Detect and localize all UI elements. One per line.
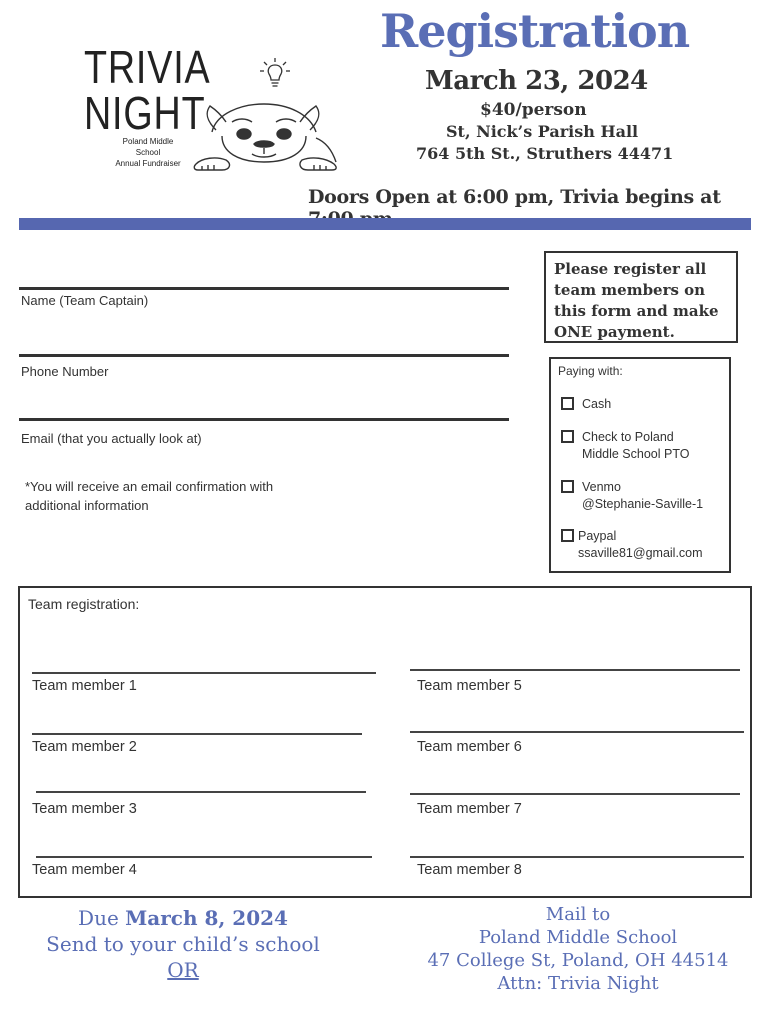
due-date: March 8, 2024 [125,906,288,930]
team-member-8-line[interactable] [410,856,744,858]
footer-due [30,905,336,983]
venmo-checkbox[interactable] [561,480,574,493]
phone-input-line[interactable] [19,354,509,357]
team-member-7-label: Team member 7 [417,801,522,817]
team-member-5-label: Team member 5 [417,678,522,694]
payment-option-detail: @Stephanie-Saville-1 [582,497,704,511]
event-date: March 23, 2024 [425,66,648,96]
logo-trivia: TRIVIA [84,41,211,93]
footer-mail [420,903,736,995]
team-member-4-label: Team member 4 [32,862,137,878]
team-member-4-line[interactable] [36,856,372,858]
payment-option-label: Cash [582,397,612,411]
phone-label: Phone Number [21,364,109,379]
mail-attn: Attn: Trivia Night [497,973,659,994]
cash-checkbox[interactable] [561,397,574,410]
captain-label: Name (Team Captain) [21,293,149,308]
doors-open-text: Doors Open at 6:00 pm, Trivia begins at [308,186,721,208]
team-member-5-line[interactable] [410,669,740,671]
header-divider-bar [19,218,751,230]
register-note-box: Please register all team members on this form and make ONE payment. [544,251,738,343]
team-member-3-line[interactable] [36,791,366,793]
team-member-8-label: Team member 8 [417,862,522,878]
paypal-checkbox[interactable] [561,529,574,542]
payment-option-label: Paypal [578,529,617,543]
payment-option-detail: ssaville81@gmail.com [578,546,703,560]
payment-option-paypal[interactable] [561,528,703,562]
logo-night: NIGHT [84,87,206,139]
team-member-2-label: Team member 2 [32,739,137,755]
email-input-line[interactable] [19,418,509,421]
check-checkbox[interactable] [561,430,574,443]
team-registration-box [18,586,752,898]
payment-option-label: Check to Poland [582,430,674,444]
payment-box [549,357,731,573]
payment-title: Paying with: [558,364,623,378]
due-line [30,905,336,931]
captain-input-line[interactable] [19,287,509,290]
payment-option-detail: Middle School PTO [582,447,690,461]
team-member-6-label: Team member 6 [417,739,522,755]
email-label: Email (that you actually look at) [21,431,202,446]
logo-subtitle [110,136,186,169]
event-address: 764 5th St., Struthers 44471 [416,144,674,163]
lightbulb-icon [258,56,292,92]
payment-option-label: Venmo [582,480,621,494]
team-member-7-line[interactable] [410,793,740,795]
team-member-6-line[interactable] [410,731,744,733]
page-title: Registration [380,4,690,58]
payment-option-check[interactable] [561,429,689,463]
mail-school: Poland Middle School [478,927,678,948]
mail-address: 47 College St, Poland, OH 44514 [427,950,729,971]
bulldog-icon [192,92,342,174]
team-member-1-line[interactable] [32,672,376,674]
team-member-3-label: Team member 3 [32,801,137,817]
due-prefix: Due [78,906,126,930]
send-to-school: Send to your child’s school [46,932,320,956]
logo-sub-fundraiser: Annual Fundraiser [115,159,181,168]
payment-option-venmo[interactable] [561,479,703,513]
or-text: OR [167,958,199,982]
mail-to: Mail to [545,904,611,925]
event-price: $40/person [480,100,587,120]
logo-sub-school: Poland Middle School [122,137,174,157]
payment-option-cash[interactable] [561,396,611,413]
team-member-2-line[interactable] [32,733,362,735]
team-member-1-label: Team member 1 [32,678,137,694]
team-title: Team registration: [28,596,140,612]
email-confirmation-note: *You will receive an email confirmation with additional information [25,479,274,513]
event-venue: St, Nick’s Parish Hall [446,122,639,141]
